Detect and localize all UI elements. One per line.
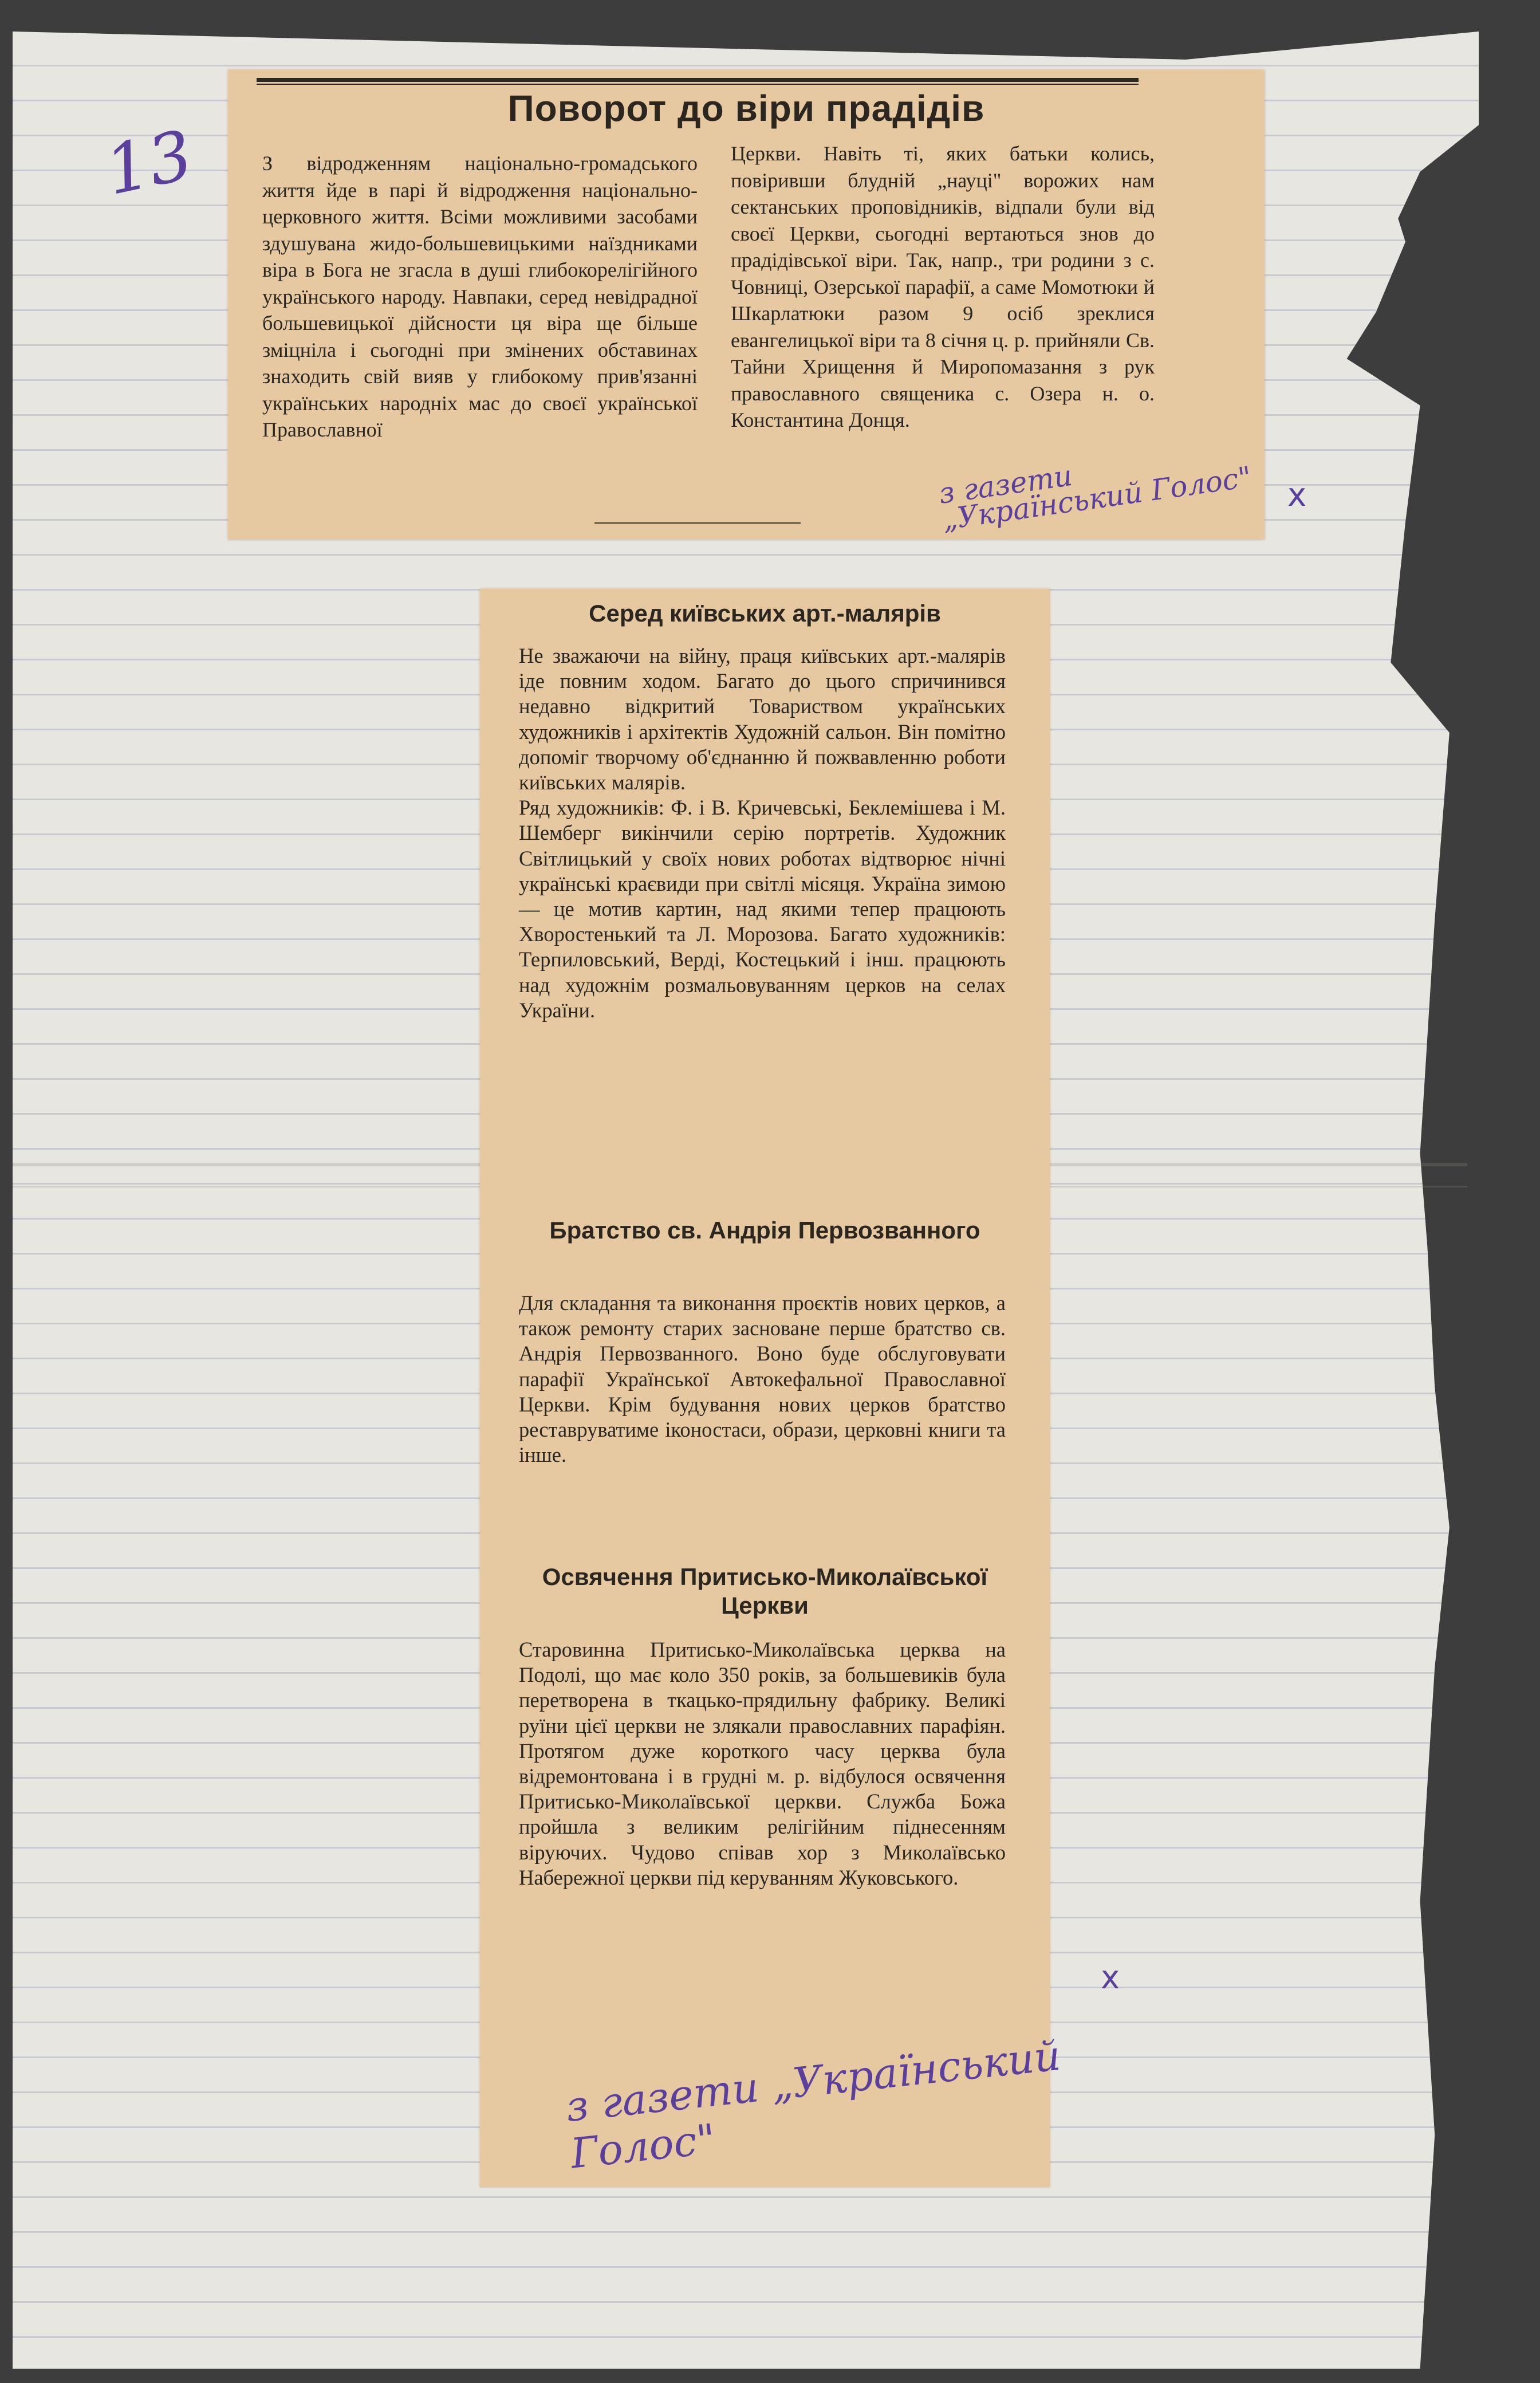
bottom-rule	[594, 522, 801, 524]
page-number-handwritten: 13	[99, 115, 199, 211]
handwritten-x-mark: x	[1287, 477, 1307, 514]
handwritten-x-mark: x	[1101, 1959, 1120, 1996]
header-rule-thin	[257, 84, 1139, 85]
article-column-right: Церкви. Навіть ті, яких батьки колись, повіривши блудній „науці" ворожих нам сектанських проповідників, відпали були від своєї Церкви, сьогодні вертаються знов до прадідівської віри. Так, напр., три родини з с. Човниці, Озерської парафії, а саме Момотюки й Шкарлатюки разом 9 осіб зреклися евангелицької віри та 8 січня ц. р. прийняли Св. Тайни Хрищення й Миропомазання з рук православного священика с. Озера н. о. Константина Донця.	[731, 142, 1155, 431]
section-text-brotherhood: Для складання та виконання проєктів нових церков, а також ремонту старих засноване перше братство св. Андрія Первозванного. Воно буде обслуговувати парафії Української Автокефальної Православної Церкви. Крім будування нових церков братство реставруватиме іконостаси, образи, церковні книги та інше.	[519, 1291, 1006, 1467]
section-title-artists: Серед київських арт.-малярів	[589, 600, 941, 627]
header-rule	[257, 78, 1139, 82]
section-text-artists: Не зважаючи на війну, праця київських арт.-малярів іде повним ходом. Багато до цього спричинився недавно відкритий Товариством українських художників і архітектів Художній сальон. Він помітно допоміг творчому об'єднанню й пожвавленню роботи київських малярів. Ряд художників: Ф. і В. Кричевські, Беклемішева і М. Шемберг викінчили серію портретів. Художник Світлицький у своїх нових роботах відтворює нічні українські краєвиди при світлі місяця. Україна зимою — це мотив картин, над якими тепер працюють Хворостенький та Л. Морозова. Багато художників: Терпиловський, Верді, Костецький і інш. працюють над художнім розмальовуванням церков на селах України.	[519, 644, 1006, 1022]
article-title: Поворот до віри прадідів	[507, 88, 985, 129]
article-column-left: З відродженням національно-громадського життя йде в парі й відродження національно-церковного життя. Всіми можливими засобами здушувана жидо-большевицькими наїздниками віра в Бога не згасла в душі глибокорелігійного українського народу. Навпаки, серед невідрадної большевицької дійсности ця віра ще більше зміцніла і сьогодні при змінених обставинах знаходить свій вияв у глибокому прив'язанні українських народніх мас до своєї української Православної	[262, 152, 698, 441]
section-text-church: Старовинна Притисько-Миколаївська церква на Подолі, що має коло 350 років, за большевиків була перетворена в ткацько-прядильну фабрику. Великі руїни цієї церкви не злякали православних парафіян. Протягом дуже короткого часу церква була відремонтована і в грудні м. р. відбулося освячення Притисько-Миколаївської церкви. Служба Божа пройшла з великим релігійним піднесенням віруючих. Чудово співав хор з Миколаївсько Набережної церкви під керуванням Жуковського.	[519, 1638, 1006, 1889]
newspaper-clipping-tall	[480, 589, 1050, 2187]
section-title-brotherhood: Братство св. Андрія Первозванного	[549, 1217, 980, 1244]
handwritten-source-note-bottom: з газети „Український Голос"	[563, 2031, 1063, 2178]
section-title-church: Освячення Притисько-Миколаївської Церкви	[542, 1563, 988, 1619]
handwritten-source-note-top: з газети „Український Голос"	[936, 458, 1254, 537]
